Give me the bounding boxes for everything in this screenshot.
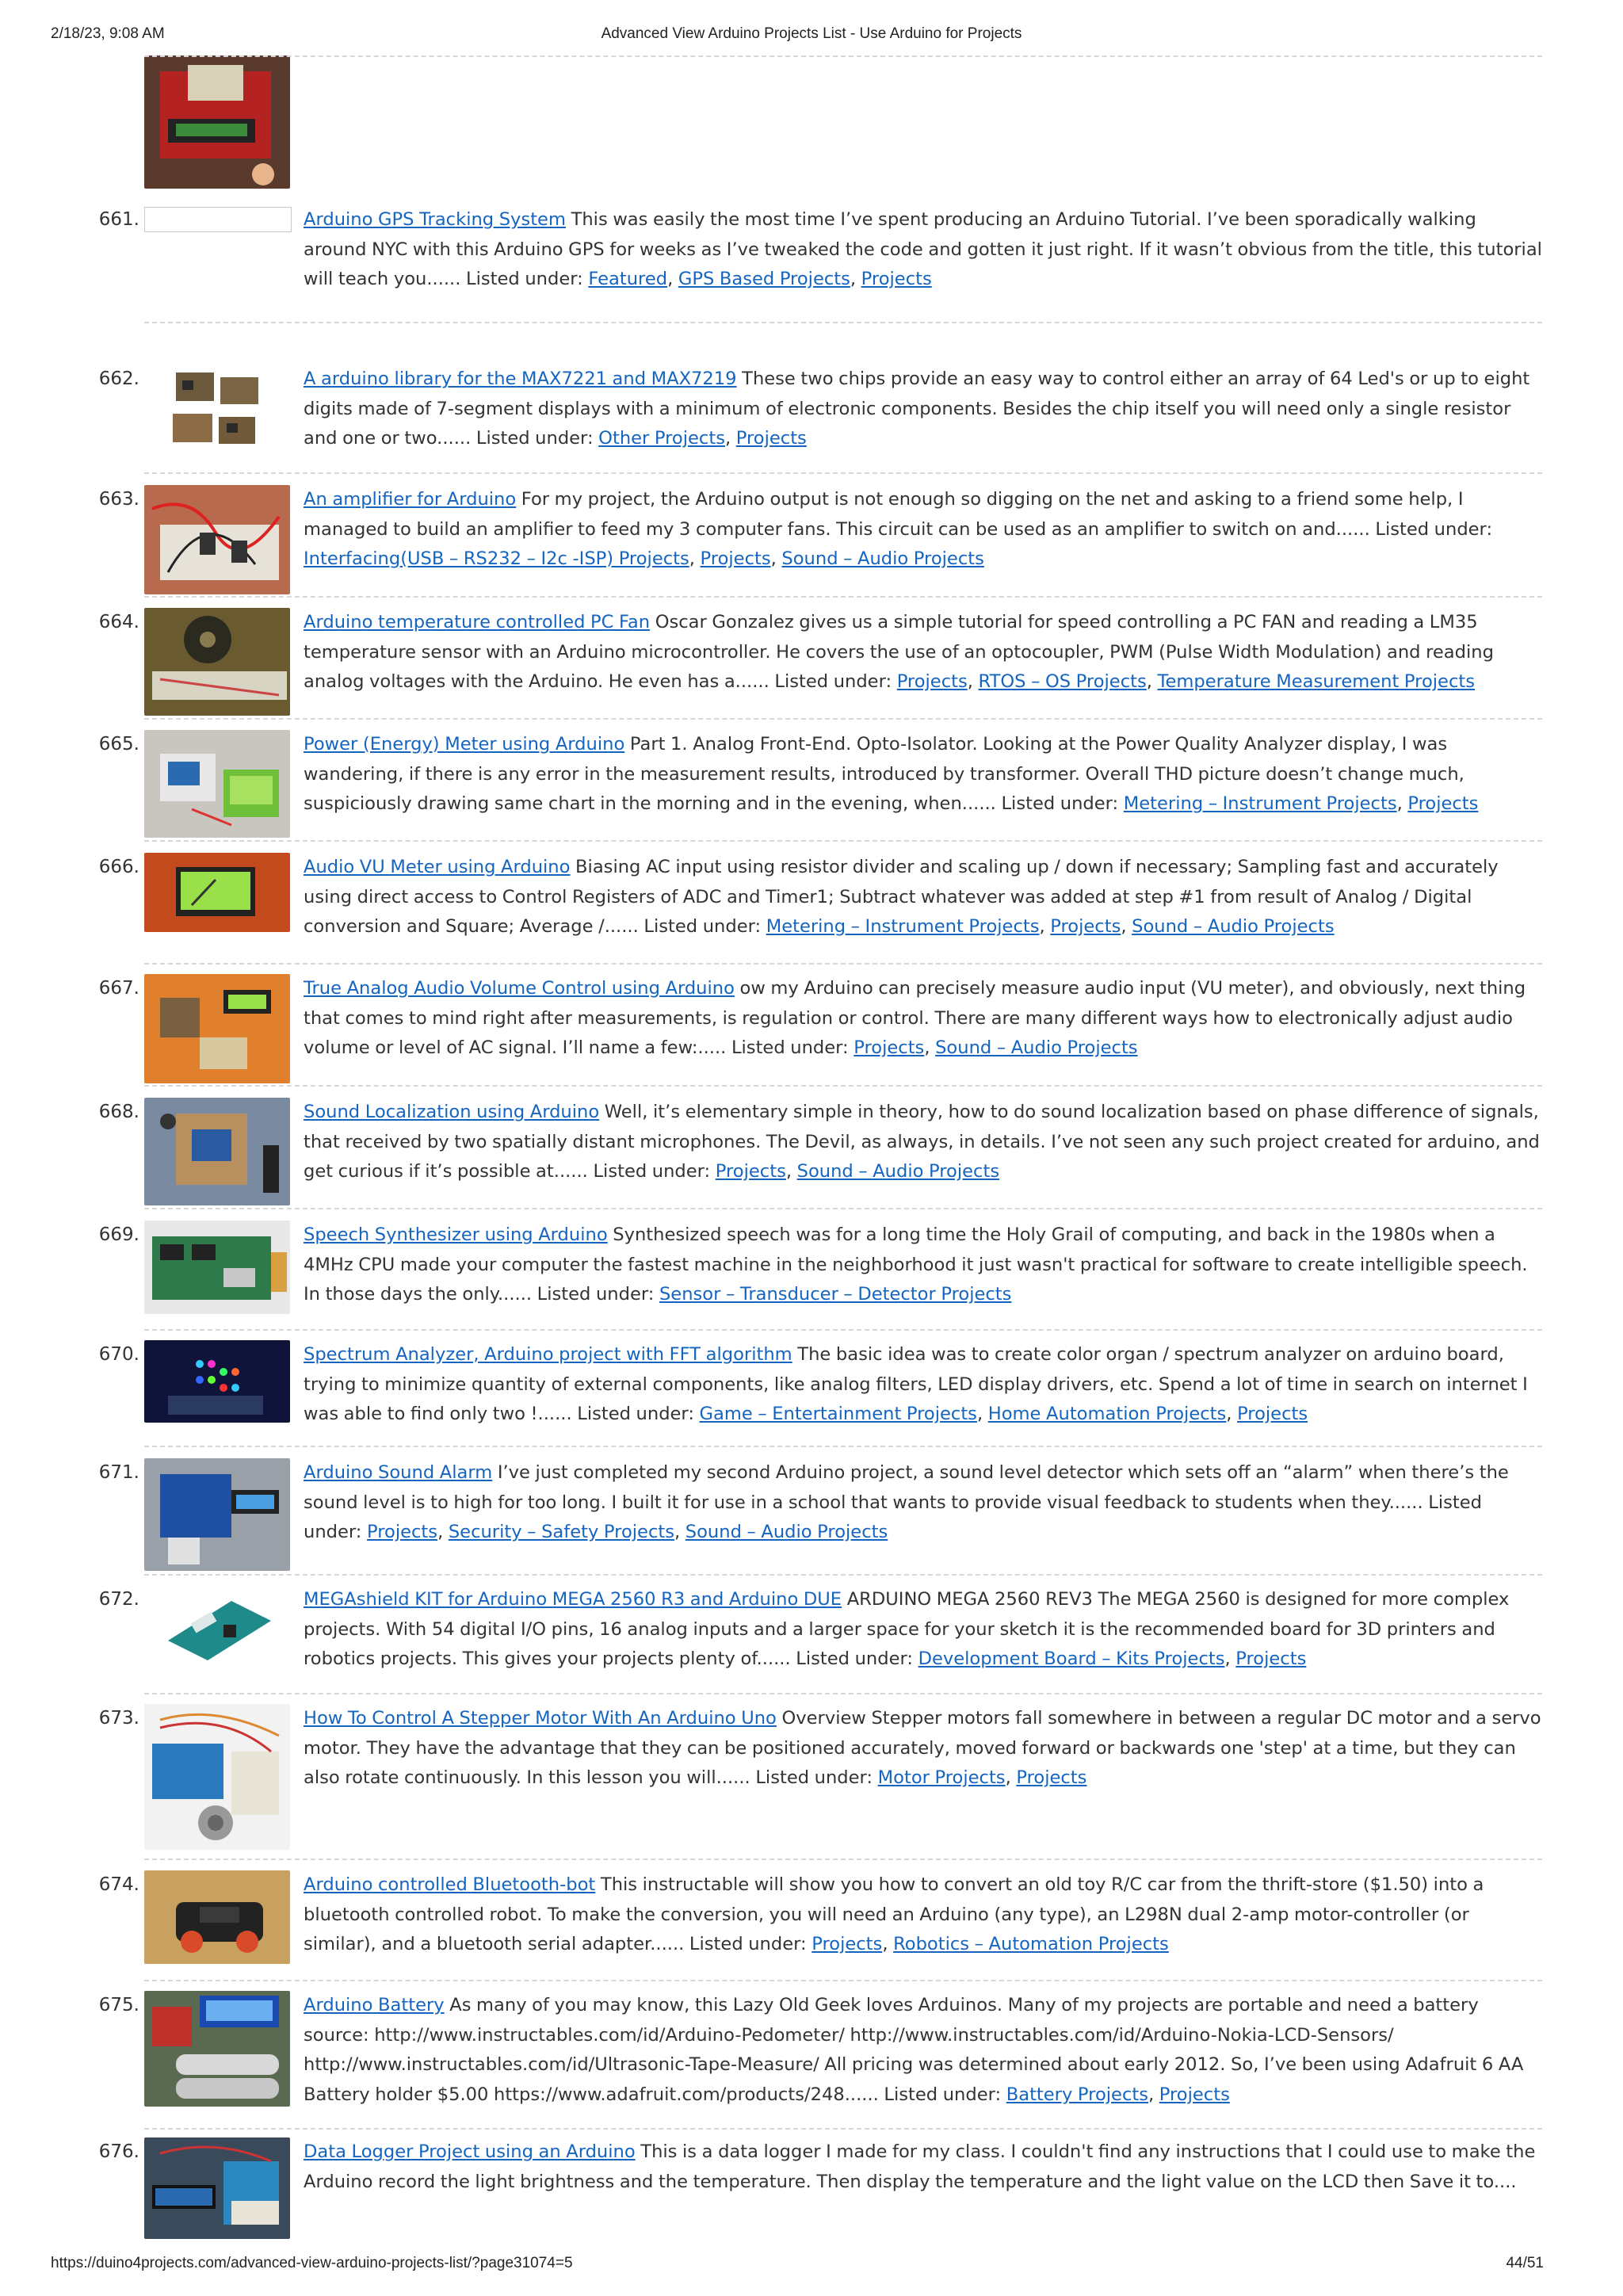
item-title-link[interactable]: Arduino GPS Tracking System [304, 209, 566, 230]
listed-under-label: Listed under: [774, 671, 892, 692]
item-divider [144, 963, 1542, 965]
item-divider [144, 1085, 1542, 1087]
project-thumbnail [144, 365, 290, 460]
category-link[interactable]: GPS Based Projects [678, 269, 850, 289]
category-link[interactable]: Projects [854, 1037, 925, 1058]
category-link[interactable]: Battery Projects [1006, 2084, 1148, 2105]
item-divider [144, 718, 1542, 720]
item-description: This instructable will show you how to convert an old toy R/C car from the thrift-store ($1.50) into a bluetooth controlled robot. To make the conversion, you will need an Arduino (any type), an L298N dual 2-amp motor-controller (or similar), and a bluetooth serial adapter...... [304, 1874, 1484, 1954]
project-thumbnail [144, 1458, 290, 1571]
item-text: True Analog Audio Volume Control using Arduino ow my Arduino can precisely measure audio input (VU meter), and obviously, next thing that comes to mind right after measurements, is regulation or control. There are many different ways how to electronically adjust audio volume or level of AC signal. I’ll name a few:..... Listed under: Projects, Sound – Audio Projects [304, 978, 1526, 1058]
category-link[interactable]: Projects [1016, 1767, 1087, 1788]
project-thumbnail [144, 485, 290, 594]
listed-under-label: Listed under: [466, 269, 583, 289]
listed-under-label: Listed under: [755, 1767, 873, 1788]
item-title-link[interactable]: Power (Energy) Meter using Arduino [304, 734, 625, 755]
item-number: 668. [98, 1102, 139, 1122]
item-description: Oscar Gonzalez gives us a simple tutorial for speed controlling a PC FAN and reading a LM35 temperature sensor with an Arduino microcontroller. He covers the use of an optocoupler, PWM (Pulse Width Modulation) and reading analog voltages with the Arduino. He even has a...... [304, 612, 1494, 692]
item-title-link[interactable]: Spectrum Analyzer, Arduino project with FFT algorithm [304, 1344, 792, 1365]
item-text: Sound Localization using Arduino Well, it’s elementary simple in theory, how to do sound localization based on phase difference of signals, that received by two spatially distant microphones. The Devil, as always, in details. I’ve not seen any such project created for arduino, and get curious if it’s possible at...... Listed under: Projects, Sound – Audio Projects [304, 1102, 1540, 1182]
category-link[interactable]: Projects [861, 269, 932, 289]
item-description: Part 1. Analog Front-End. Opto-Isolator. Looking at the Power Quality Analyzer display, I was wandering, if there is any error in the measurement results, introduced by transformer. Overall THD picture doesn’t change much, suspiciously drawing same chart in the morning and in the evening, when...... [304, 734, 1465, 814]
item-divider [144, 596, 1542, 598]
item-divider [144, 1208, 1542, 1209]
project-thumbnail [144, 1221, 290, 1314]
item-description: Overview Stepper motors fall somewhere in between a regular DC motor and a servo motor. They have the advantage that they can be positioned accurately, moved forward or backwards one 'step' at a time, but they can also rotate continuously. In this lesson you will...... [304, 1708, 1541, 1788]
category-link[interactable]: Projects [366, 1522, 438, 1542]
item-text: How To Control A Stepper Motor With An Arduino Uno Overview Stepper motors fall somewhere in between a regular DC motor and a servo motor. They have the advantage that they can be positioned accurately, moved forward or backwards one 'step' at a time, but they can also rotate continuously. In this lesson you will...... Listed under: Motor Projects, Projects [304, 1708, 1541, 1788]
print-header [0, 25, 1623, 49]
listed-under-label: Listed under: [537, 1284, 655, 1305]
project-thumbnail [144, 1340, 290, 1423]
item-divider [144, 1446, 1542, 1447]
item-number: 670. [98, 1344, 139, 1365]
category-link[interactable]: Development Board – Kits Projects [918, 1648, 1225, 1669]
category-link[interactable]: Sound – Audio Projects [935, 1037, 1138, 1058]
project-thumbnail [144, 608, 290, 716]
item-number: 674. [98, 1874, 139, 1895]
item-description: This was easily the most time I’ve spent producing an Arduino Tutorial. I’ve been sporadically walking around NYC with this Arduino GPS for weeks as I’ve tweaked the code and gotten it just right. If it wasn’t obvious from the title, this tutorial will teach you...... [304, 209, 1542, 289]
listed-under-label: Listed under: [304, 1492, 1483, 1542]
category-link[interactable]: Projects [700, 548, 771, 569]
category-link[interactable]: Sound – Audio Projects [1132, 916, 1335, 937]
listed-under-label: Listed under: [884, 2084, 1002, 2105]
item-title-link[interactable]: Arduino temperature controlled PC Fan [304, 612, 651, 632]
category-link[interactable]: Projects [812, 1934, 883, 1954]
category-link[interactable]: Projects [1050, 916, 1121, 937]
item-text: Arduino controlled Bluetooth-bot This instructable will show you how to convert an old toy R/C car from the thrift-store ($1.50) into a bluetooth controlled robot. To make the conversion, you will need an Arduino (any type), an L298N dual 2-amp motor-controller (or similar), and a bluetooth serial adapter...... Listed under: Projects, Robotics – Automation Projects [304, 1874, 1484, 1954]
item-number: 675. [98, 1995, 139, 2015]
page-number: 44/51 [1506, 2255, 1544, 2271]
category-link[interactable]: Security – Safety Projects [448, 1522, 674, 1542]
item-number: 663. [98, 489, 139, 510]
item-number: 666. [98, 857, 139, 877]
item-description: This is a data logger I made for my class. I couldn't find any instructions that I could use to make the Arduino record the light brightness and the temperature. Then display the temperature and the light value on the LCD then Save it to.... [304, 2141, 1536, 2192]
item-divider [144, 2128, 1542, 2130]
item-title-link[interactable]: An amplifier for Arduino [304, 489, 517, 510]
print-footer [0, 2255, 1623, 2279]
listed-under-label: Listed under: [593, 1161, 711, 1182]
item-number: 667. [98, 978, 139, 999]
category-link[interactable]: Metering – Instrument Projects [1123, 793, 1397, 814]
item-description: I’ve just completed my second Arduino project, a sound level detector which sets off an “alarm” when there’s the sound level is to high for too long. I built it for use in a school that wants to provide visual feedback to students when they...... [304, 1462, 1509, 1513]
item-description: Well, it’s elementary simple in theory, how to do sound localization based on phase difference of signals, that received by two spatially distant microphones. The Devil, as always, in details. I’ve not seen any such project created for arduino, and get curious if it’s possible at...... [304, 1102, 1540, 1182]
category-link[interactable]: Sound – Audio Projects [685, 1522, 888, 1542]
category-link[interactable]: Robotics – Automation Projects [893, 1934, 1169, 1954]
listed-under-label: Listed under: [643, 916, 762, 937]
listed-under-label: Listed under: [577, 1404, 694, 1424]
item-title-link[interactable]: A arduino library for the MAX7221 and MAX7219 [304, 369, 737, 389]
item-text: Audio VU Meter using Arduino Biasing AC input using resistor divider and scaling up / down if necessary; Sampling fast and accurately using direct access to Control Registers of ADC and Timer1; Subtract whatever was added at step #1 from result of Analog / Digital conversion and Square; Average /...... Listed under: Metering – Instrument Projects, Projects, Sound – Audio Projects [304, 857, 1499, 937]
project-thumbnail [144, 1991, 290, 2107]
item-text: An amplifier for Arduino For my project, the Arduino output is not enough so digging on the net and asking to a friend some help, I managed to build an amplifier to feed my 3 computer fans. This circuit can be used as an amplifier to switch on and...... Listed under: Interfacing(USB – RS232 – I2c -ISP) Projects, Projects, Sound – Audio Projects [304, 489, 1493, 569]
page-title: Advanced View Arduino Projects List - Use Arduino for Projects [601, 25, 1022, 42]
category-link[interactable]: RTOS – OS Projects [978, 671, 1147, 692]
item-number: 664. [98, 612, 139, 632]
page-url: https://duino4projects.com/advanced-view-arduino-projects-list/?page31074=5 [51, 2255, 573, 2271]
item-number: 669. [98, 1224, 139, 1245]
category-link[interactable]: Featured [588, 269, 668, 289]
category-link[interactable]: Projects [896, 671, 968, 692]
item-text [304, 1221, 1542, 1310]
project-thumbnail [144, 55, 290, 189]
item-description: For my project, the Arduino output is not enough so digging on the net and asking to a friend some help, I managed to build an amplifier to feed my 3 computer fans. This circuit can be used as an amplifier to switch on and...... [304, 489, 1464, 540]
item-title-link[interactable]: True Analog Audio Volume Control using Arduino [304, 978, 735, 999]
category-link[interactable]: Sensor – Transducer – Detector Projects [659, 1284, 1012, 1305]
listed-under-label: Listed under: [475, 428, 594, 449]
item-title-link[interactable]: How To Control A Stepper Motor With An Arduino Uno [304, 1708, 777, 1729]
item-title-link[interactable]: Audio VU Meter using Arduino [304, 857, 571, 877]
category-link[interactable]: Sound – Audio Projects [796, 1161, 1000, 1182]
item-divider [144, 1574, 1542, 1576]
item-divider [144, 840, 1542, 842]
item-text: Spectrum Analyzer, Arduino project with FFT algorithm The basic idea was to create color organ / spectrum analyzer on arduino board, trying to minimize quantity of external components, like analog filters, LED display drivers, etc. Spend a lot of time in search on internet I was able to find only two !...... Listed under: Game – Entertainment Projects, Home Automation Projects, Projects [304, 1344, 1528, 1424]
item-divider [144, 1859, 1542, 1860]
project-thumbnail [144, 1585, 290, 1669]
item-divider [144, 1329, 1542, 1331]
category-link[interactable]: Projects [735, 428, 807, 449]
item-description: ow my Arduino can precisely measure audio input (VU meter), and obviously, next thing that comes to mind right after measurements, is regulation or control. There are many different ways how to electronically adjust audio volume or level of AC signal. I’ll name a few:..... [304, 978, 1526, 1058]
item-text: MEGAshield KIT for Arduino MEGA 2560 R3 and Arduino DUE ARDUINO MEGA 2560 REV3 The MEGA 2560 is designed for more complex projects. With 54 digital I/O pins, 16 analog inputs and a larger space for your sketch it is the recommended board for 3D printers and robotics projects. This gives your projects plenty of...... Listed under: Development Board – Kits Projects, Projects [304, 1589, 1510, 1669]
item-title-link[interactable]: Arduino Sound Alarm [304, 1462, 493, 1483]
item-text: Power (Energy) Meter using Arduino Part 1. Analog Front-End. Opto-Isolator. Looking at the Power Quality Analyzer display, I was wandering, if there is any error in the measurement results, introduced by transformer. Overall THD picture doesn’t change much, suspiciously drawing same chart in the morning and in the evening, when...... Listed under: Metering – Instrument Projects, Projects [304, 734, 1479, 814]
listed-under-label: Listed under: [796, 1648, 913, 1669]
item-text: Arduino temperature controlled PC Fan Oscar Gonzalez gives us a simple tutorial for speed controlling a PC FAN and reading a LM35 temperature sensor with an Arduino microcontroller. He covers the use of an optocoupler, PWM (Pulse Width Modulation) and reading analog voltages with the Arduino. He even has a...... Listed under: Projects, RTOS – OS Projects, Temperature Measurement Projects [304, 612, 1494, 692]
category-link[interactable]: Sound – Audio Projects [781, 548, 984, 569]
item-number: 676. [98, 2141, 139, 2162]
item-divider [144, 55, 1542, 57]
item-title-link[interactable]: Sound Localization using Arduino [304, 1102, 600, 1122]
item-title-link[interactable]: Speech Synthesizer using Arduino [304, 1224, 608, 1245]
item-description: ARDUINO MEGA 2560 REV3 The MEGA 2560 is designed for more complex projects. With 54 digital I/O pins, 16 analog inputs and a larger space for your sketch it is the recommended board for 3D printers and robotics projects. This gives your projects plenty of...... [304, 1589, 1510, 1669]
item-description: Synthesized speech was for a long time the Holy Grail of computing, and back in the 1980s when a 4MHz CPU made your computer the fastest machine in the neighborhood it just wasn't practical for software to create intelligible speech. In those days the only...... [304, 1224, 1528, 1305]
category-link[interactable]: Projects [1235, 1648, 1307, 1669]
item-description: The basic idea was to create color organ / spectrum analyzer on arduino board, trying to minimize quantity of external components, like analog filters, LED display drivers, etc. Spend a lot of time in search on internet I was able to find only two !...... [304, 1344, 1528, 1424]
item-description: As many of you may know, this Lazy Old Geek loves Arduinos. Many of my projects are portable and need a battery source: http://www.instructables.com/id/Arduino-Pedometer/ http://www.instructables.com/id/Arduino-Nokia-LCD-Sensors/ http://www.instructables.com/id/Ultrasonic-Tape-Measure/ All pricing was determined about early 2012. So, I’ve been using Adafruit 6 AA Battery holder $5.00 https://www.adafruit.com/products/248...... [304, 1995, 1524, 2105]
item-text: Arduino Battery As many of you may know, this Lazy Old Geek loves Arduinos. Many of my projects are portable and need a battery source: http://www.instructables.com/id/Arduino-Pedometer/ http://www.instructables.com/id/Arduino-Nokia-LCD-Sensors/ http://www.instructables.com/id/Ultrasonic-Tape-Measure/ All pricing was determined about early 2012. So, I’ve been using Adafruit 6 AA Battery holder $5.00 https://www.adafruit.com/products/248...... Listed under: Battery Projects, Projects [304, 1995, 1524, 2105]
project-thumbnail [144, 1098, 290, 1205]
listed-under-label: Listed under: [731, 1037, 849, 1058]
category-link[interactable]: Other Projects [598, 428, 725, 449]
listed-under-label: Listed under: [1001, 793, 1119, 814]
item-text: Arduino Sound Alarm I’ve just completed my second Arduino project, a sound level detector which sets off an “alarm” when there’s the sound level is to high for too long. I built it for use in a school that wants to provide visual feedback to students when they...... Listed under: Projects, Security – Safety Projects, Sound – Audio Projects [304, 1462, 1509, 1542]
item-number: 672. [98, 1589, 139, 1610]
item-divider [144, 472, 1542, 474]
item-number: 673. [98, 1708, 139, 1729]
item-title-link[interactable]: Arduino Battery [304, 1995, 445, 2015]
item-text: Arduino GPS Tracking System This was easily the most time I’ve spent producing an Arduino Tutorial. I’ve been sporadically walking around NYC with this Arduino GPS for weeks as I’ve tweaked the code and gotten it just right. If it wasn’t obvious from the title, this tutorial will teach you...... Listed under: Featured, GPS Based Projects, Projects [304, 209, 1542, 289]
category-link[interactable]: Interfacing(USB – RS232 – I2c -ISP) Projects [304, 548, 689, 569]
item-text: A arduino library for the MAX7221 and MAX7219 These two chips provide an easy way to control either an array of 64 Led's or up to eight digits made of 7-segment displays with a minimum of electronic components. Besides the chip itself you will need only a single resistor and one or two...... Listed under: Other Projects, Projects [304, 369, 1530, 449]
item-title-link[interactable]: Data Logger Project using an Arduino [304, 2141, 636, 2162]
item-divider [144, 1693, 1542, 1694]
item-number: 671. [98, 1462, 139, 1483]
category-link[interactable]: Projects [1159, 2084, 1230, 2105]
category-link[interactable]: Home Automation Projects [987, 1404, 1227, 1424]
broken-image-icon [144, 207, 292, 232]
project-thumbnail [144, 1704, 290, 1850]
item-description: These two chips provide an easy way to control either an array of 64 Led's or up to eight digits made of 7-segment displays with a minimum of electronic components. Besides the chip itself you will need only a single resistor and one or two...... [304, 369, 1530, 449]
project-thumbnail [144, 730, 290, 838]
category-link[interactable]: Game – Entertainment Projects [699, 1404, 977, 1424]
project-thumbnail [144, 1870, 290, 1964]
category-link[interactable]: Projects [1237, 1404, 1308, 1424]
category-link[interactable]: Motor Projects [877, 1767, 1006, 1788]
item-number: 665. [98, 734, 139, 755]
listed-under-label: Listed under: [1375, 518, 1493, 540]
item-divider [144, 322, 1542, 323]
project-thumbnail [144, 853, 290, 932]
item-number: 661. [98, 209, 139, 230]
category-link[interactable]: Temperature Measurement Projects [1157, 671, 1475, 692]
item-description: Biasing AC input using resistor divider and scaling up / down if necessary; Sampling fast and accurately using direct access to Control Registers of ADC and Timer1; Subtract whatever was added at step #1 from result of Analog / Digital conversion and Square; Average /...... [304, 857, 1499, 937]
project-thumbnail [144, 2137, 290, 2239]
item-title-link[interactable]: Arduino controlled Bluetooth-bot [304, 1874, 596, 1895]
project-thumbnail [144, 974, 290, 1083]
item-title-link[interactable]: MEGAshield KIT for Arduino MEGA 2560 R3 and Arduino DUE [304, 1589, 842, 1610]
print-datetime: 2/18/23, 9:08 AM [51, 25, 165, 42]
item-number: 662. [98, 369, 139, 389]
category-link[interactable]: Projects [1407, 793, 1479, 814]
listed-under-label: Listed under: [689, 1934, 807, 1954]
category-link[interactable]: Projects [715, 1161, 786, 1182]
category-link[interactable]: Metering – Instrument Projects [766, 916, 1040, 937]
item-divider [144, 1980, 1542, 1981]
item-text [304, 2137, 1542, 2197]
